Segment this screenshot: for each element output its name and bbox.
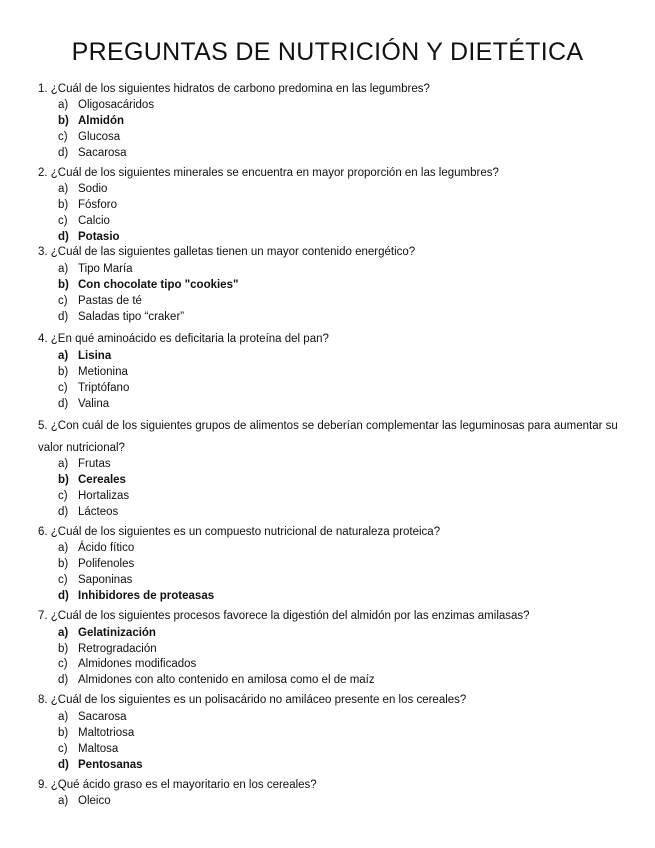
- option-text: Almidón: [78, 115, 124, 127]
- option-1c: [58, 129, 120, 145]
- option-text: Potasio: [78, 231, 120, 243]
- option-8b: [58, 725, 134, 741]
- page-title: PREGUNTAS DE NUTRICIÓN Y DIETÉTICA: [71, 38, 584, 66]
- option-text: Oligosacáridos: [78, 99, 155, 111]
- option-letter: d): [58, 398, 69, 410]
- option-text: Sodio: [78, 183, 108, 195]
- option-text: Saponinas: [78, 574, 133, 586]
- option-4d: [58, 396, 109, 412]
- option-letter: c): [58, 574, 68, 586]
- option-text: Triptófano: [78, 382, 130, 394]
- option-letter: d): [58, 759, 69, 771]
- option-letter: d): [58, 590, 69, 602]
- option-letter: b): [58, 727, 69, 739]
- option-3b-correct: [58, 277, 238, 293]
- option-text: Fósforo: [78, 199, 117, 211]
- option-text: Maltosa: [78, 743, 119, 755]
- option-letter: a): [58, 795, 69, 807]
- option-9a: [58, 793, 111, 809]
- option-text: Retrogradación: [78, 643, 157, 655]
- option-7b: [58, 641, 157, 657]
- option-text: Con chocolate tipo "cookies": [78, 279, 239, 291]
- option-text: Polifenoles: [78, 558, 135, 570]
- question-2: 2. ¿Cuál de los siguientes minerales se encuentra en mayor proporción en las legumbres?: [38, 167, 499, 179]
- option-letter: c): [58, 382, 68, 394]
- option-text: Almidones con alto contenido en amilosa como el de maíz: [78, 674, 375, 686]
- option-letter: a): [58, 711, 69, 723]
- question-4: 4. ¿En qué aminoácido es deficitaria la proteína del pan?: [38, 333, 329, 345]
- option-1b-correct: [58, 113, 124, 129]
- option-2c: [58, 213, 110, 229]
- option-letter: d): [58, 231, 69, 243]
- option-text: Ácido fítico: [78, 542, 135, 554]
- question-5: 5. ¿Con cuál de los siguientes grupos de alimentos se deberían complementar las leguminosas para aumentar su valor nutricional?: [38, 420, 618, 454]
- option-letter: c): [58, 131, 68, 143]
- option-6d-correct: [58, 588, 214, 604]
- option-3a: [58, 261, 133, 277]
- question-1: 1. ¿Cuál de los siguientes hidratos de carbono predomina en las legumbres?: [38, 83, 430, 95]
- option-letter: c): [58, 743, 68, 755]
- option-text: Calcio: [78, 215, 110, 227]
- option-4a-correct: [58, 348, 111, 364]
- option-7c: [58, 656, 196, 672]
- option-letter: d): [58, 674, 69, 686]
- question-6: 6. ¿Cuál de los siguientes es un compuesto nutricional de naturaleza proteica?: [38, 526, 441, 538]
- option-3d: [58, 309, 184, 325]
- option-2a: [58, 181, 107, 197]
- option-6c: [58, 572, 132, 588]
- option-4b: [58, 364, 128, 380]
- option-text: Frutas: [78, 458, 111, 470]
- option-5c: [58, 488, 129, 504]
- option-letter: c): [58, 490, 68, 502]
- question-9: 9. ¿Qué ácido graso es el mayoritario en los cereales?: [38, 779, 317, 791]
- option-letter: a): [58, 542, 69, 554]
- option-text: Sacarosa: [78, 147, 127, 159]
- option-letter: a): [58, 263, 69, 275]
- option-text: Metionina: [78, 366, 128, 378]
- option-letter: c): [58, 215, 68, 227]
- option-5b-correct: [58, 472, 126, 488]
- option-6a: [58, 540, 134, 556]
- option-1d: [58, 145, 127, 161]
- option-text: Saladas tipo “craker”: [78, 311, 185, 323]
- option-letter: a): [58, 627, 69, 639]
- option-text: Sacarosa: [78, 711, 127, 723]
- option-letter: b): [58, 115, 69, 127]
- option-text: Cereales: [78, 474, 126, 486]
- option-letter: b): [58, 199, 69, 211]
- option-text: Almidones modificados: [78, 658, 197, 670]
- option-text: Lácteos: [78, 506, 119, 518]
- option-8d-correct: [58, 757, 143, 773]
- question-8: 8. ¿Cuál de los siguientes es un polisacárido no amiláceo presente en los cereales?: [38, 694, 467, 706]
- option-text: Hortalizas: [78, 490, 130, 502]
- option-7a-correct: [58, 625, 156, 641]
- option-letter: d): [58, 147, 69, 159]
- option-letter: b): [58, 279, 69, 291]
- option-text: Oleico: [78, 795, 111, 807]
- option-2d-correct: [58, 229, 120, 245]
- option-text: Gelatinización: [78, 627, 156, 639]
- option-letter: d): [58, 506, 69, 518]
- option-letter: b): [58, 474, 69, 486]
- option-letter: a): [58, 99, 69, 111]
- question-7: 7. ¿Cuál de los siguientes procesos favorece la digestión del almidón por las enzimas amilasas?: [38, 610, 530, 622]
- option-6b: [58, 556, 134, 572]
- option-letter: a): [58, 458, 69, 470]
- option-letter: d): [58, 311, 69, 323]
- option-5a: [58, 456, 111, 472]
- option-letter: b): [58, 366, 69, 378]
- option-text: Inhibidores de proteasas: [78, 590, 215, 602]
- option-4c: [58, 380, 129, 396]
- option-letter: a): [58, 350, 69, 362]
- option-text: Glucosa: [78, 131, 121, 143]
- option-7d: [58, 672, 375, 688]
- option-5d: [58, 504, 118, 520]
- option-2b: [58, 197, 117, 213]
- option-letter: c): [58, 295, 68, 307]
- option-8c: [58, 741, 118, 757]
- option-text: Lisina: [78, 350, 112, 362]
- question-3: 3. ¿Cuál de las siguientes galletas tienen un mayor contenido energético?: [38, 246, 416, 258]
- option-letter: a): [58, 183, 69, 195]
- option-letter: c): [58, 658, 68, 670]
- option-text: Tipo María: [78, 263, 133, 275]
- option-text: Valina: [78, 398, 110, 410]
- option-letter: b): [58, 558, 69, 570]
- option-8a: [58, 709, 127, 725]
- option-text: Pastas de té: [78, 295, 142, 307]
- option-letter: b): [58, 643, 69, 655]
- option-3c: [58, 293, 142, 309]
- option-text: Pentosanas: [78, 759, 143, 771]
- option-text: Maltotriosa: [78, 727, 135, 739]
- option-1a: [58, 97, 154, 113]
